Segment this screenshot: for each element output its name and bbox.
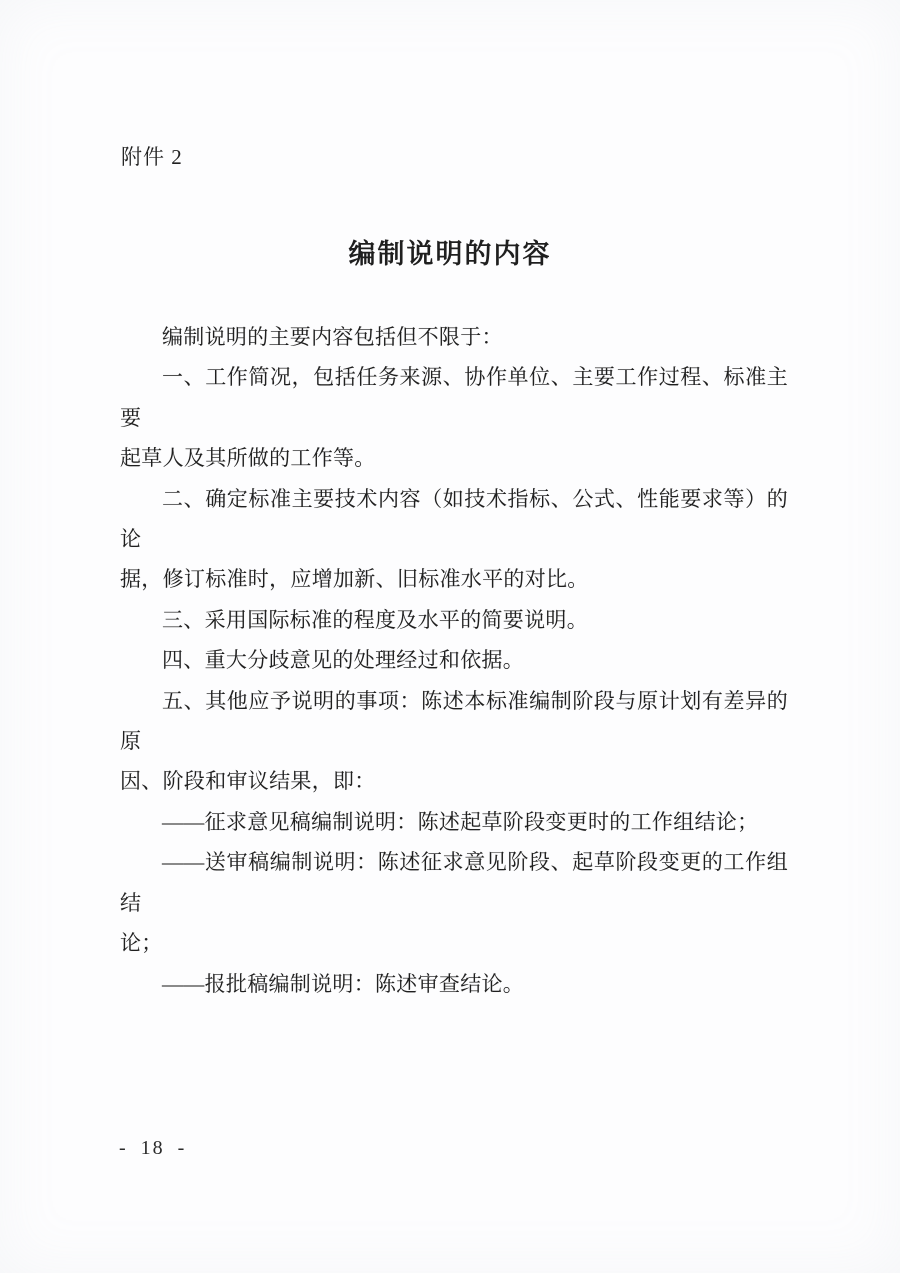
- body-line-dash1: ——征求意见稿编制说明：陈述起草阶段变更时的工作组结论；: [162, 809, 759, 834]
- attachment-label: 附件 2: [121, 145, 183, 169]
- body-line-item4: 四、重大分歧意见的处理经过和依据。: [162, 648, 525, 673]
- body-line-dash2-cont: 论；: [120, 931, 163, 956]
- body-line-item2: 二、确定标准主要技术内容（如技术指标、公式、性能要求等）的论: [120, 486, 788, 552]
- page-number: - 18 -: [119, 1137, 187, 1159]
- body-line-dash3: ——报批稿编制说明：陈述审查结论。: [162, 971, 525, 996]
- body-line-item2-cont: 据，修订标准时，应增加新、旧标准水平的对比。: [120, 567, 589, 592]
- body-line-intro: 编制说明的主要内容包括但不限于：: [162, 325, 503, 349]
- body-line-item3: 三、采用国际标准的程度及水平的简要说明。: [162, 607, 588, 632]
- document-body: [120, 317, 788, 1004]
- page-title: 编制说明的内容: [348, 239, 552, 269]
- body-line-item5-cont: 因、阶段和审议结果，即：: [120, 769, 376, 794]
- body-line-dash2: ——送审稿编制说明：陈述征求意见阶段、起草阶段变更的工作组结: [120, 850, 788, 915]
- body-line-item5: 五、其他应予说明的事项：陈述本标准编制阶段与原计划有差异的原: [120, 688, 788, 754]
- body-line-item1-cont: 起草人及其所做的工作等。: [120, 446, 376, 471]
- body-line-item1: 一、工作简况，包括任务来源、协作单位、主要工作过程、标准主要: [120, 365, 788, 430]
